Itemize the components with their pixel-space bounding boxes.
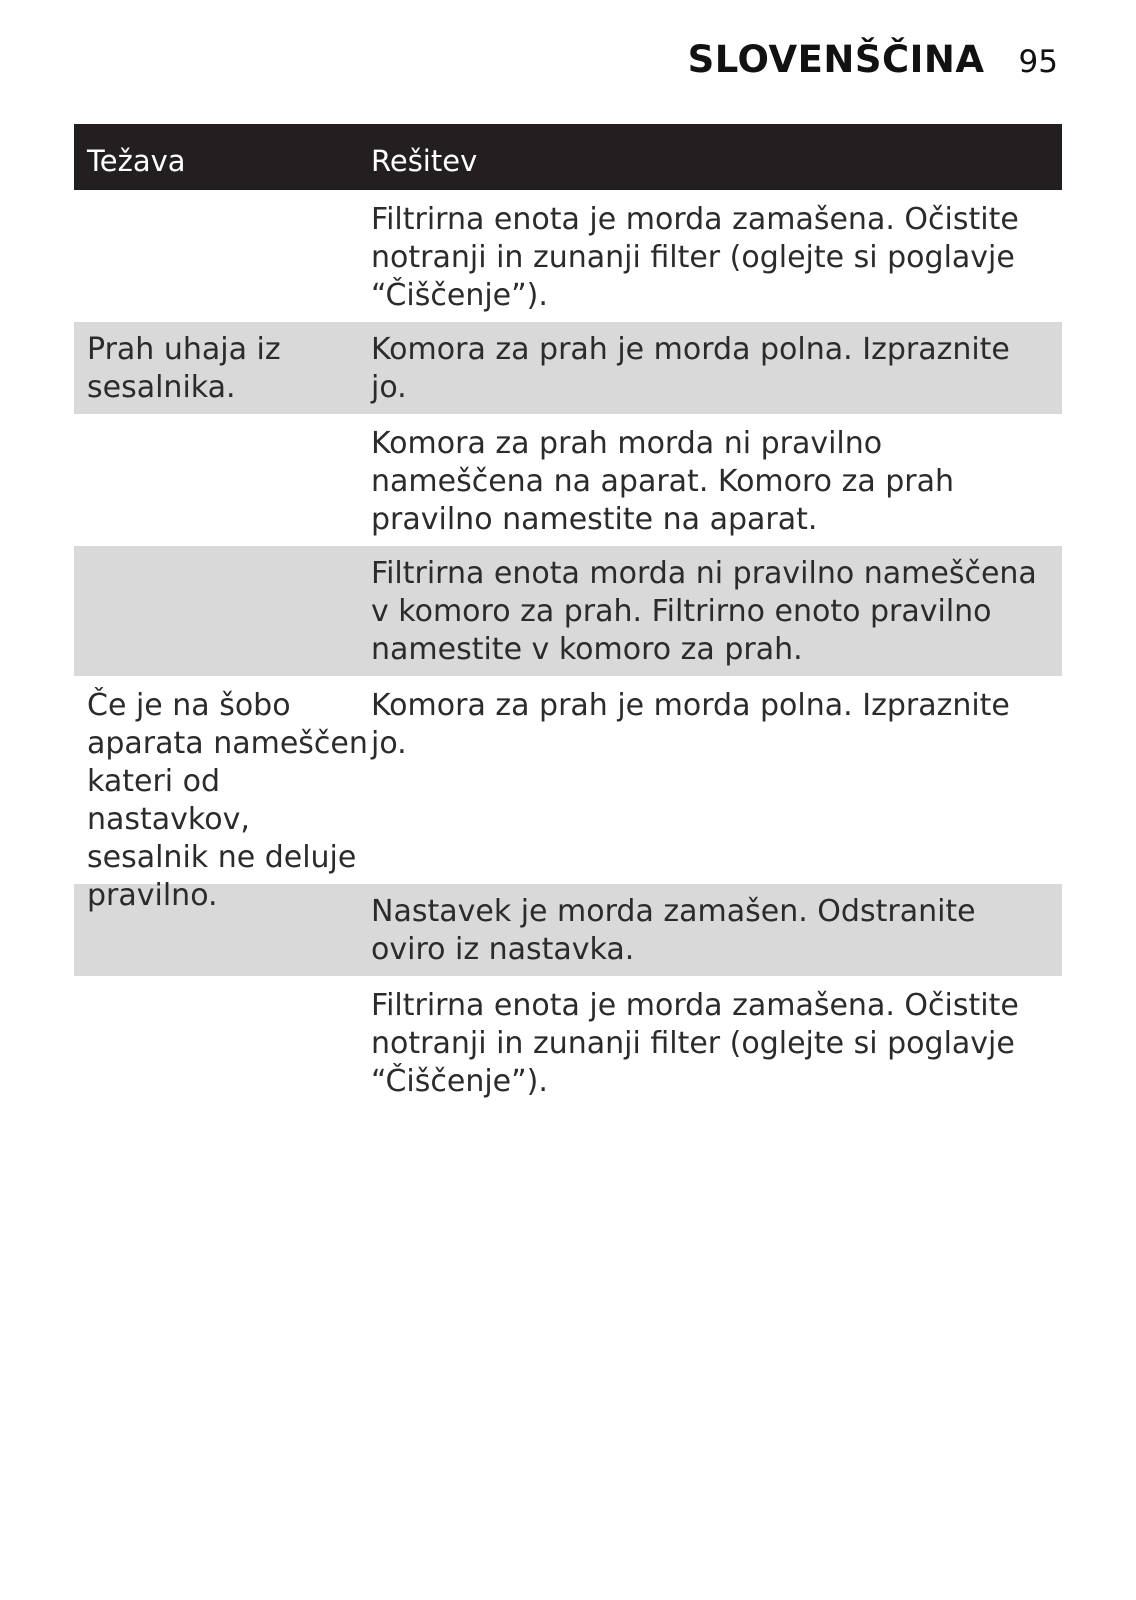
solution-cell: Nastavek je morda zamašen. Odstranite oviro iz nastavka. [371, 894, 976, 967]
table-row [74, 676, 1062, 913]
table-row [74, 414, 1062, 544]
problem-cell [74, 192, 371, 320]
problem-cell [74, 546, 371, 676]
column-header-solution: Rešitev [371, 143, 478, 178]
solution-cell: Filtrirna enota morda ni pravilno nameščena v komoro za prah. Filtrirno enoto pravilno namestite v komoro za prah. [371, 556, 1037, 667]
problem-cell [74, 884, 371, 976]
troubleshooting-table [74, 124, 1062, 1106]
page-number: 95 [1018, 44, 1058, 80]
problem-cell: Prah uhaja iz sesalnika. [87, 332, 281, 405]
table-row [74, 320, 1062, 414]
page-header [688, 38, 1058, 81]
solution-cell: Komora za prah je morda polna. Izpraznite jo. [371, 688, 1010, 761]
solution-cell: Filtrirna enota je morda zamašena. Očistite notranji in zunanji filter (oglejte si poglavje “Čiščenje”). [371, 988, 1019, 1099]
problem-cell [74, 978, 371, 1106]
table-row [74, 544, 1062, 676]
table-header-row [74, 124, 1062, 190]
solution-cell: Komora za prah je morda polna. Izpraznite jo. [371, 332, 1010, 405]
table-row [74, 882, 1062, 976]
table-row [74, 976, 1062, 1106]
solution-cell: Komora za prah morda ni pravilno nameščena na aparat. Komoro za prah pravilno namestite na aparat. [371, 426, 955, 537]
language-title: SLOVENŠČINA [687, 38, 985, 81]
table-row [74, 190, 1062, 320]
problem-cell [74, 416, 371, 544]
solution-cell: Filtrirna enota je morda zamašena. Očistite notranji in zunanji filter (oglejte si poglavje “Čiščenje”). [371, 202, 1019, 313]
column-header-problem: Težava [87, 143, 186, 178]
problem-cell: Če je na šobo aparata nameščen kateri od nastavkov, sesalnik ne deluje pravilno. [87, 688, 368, 913]
